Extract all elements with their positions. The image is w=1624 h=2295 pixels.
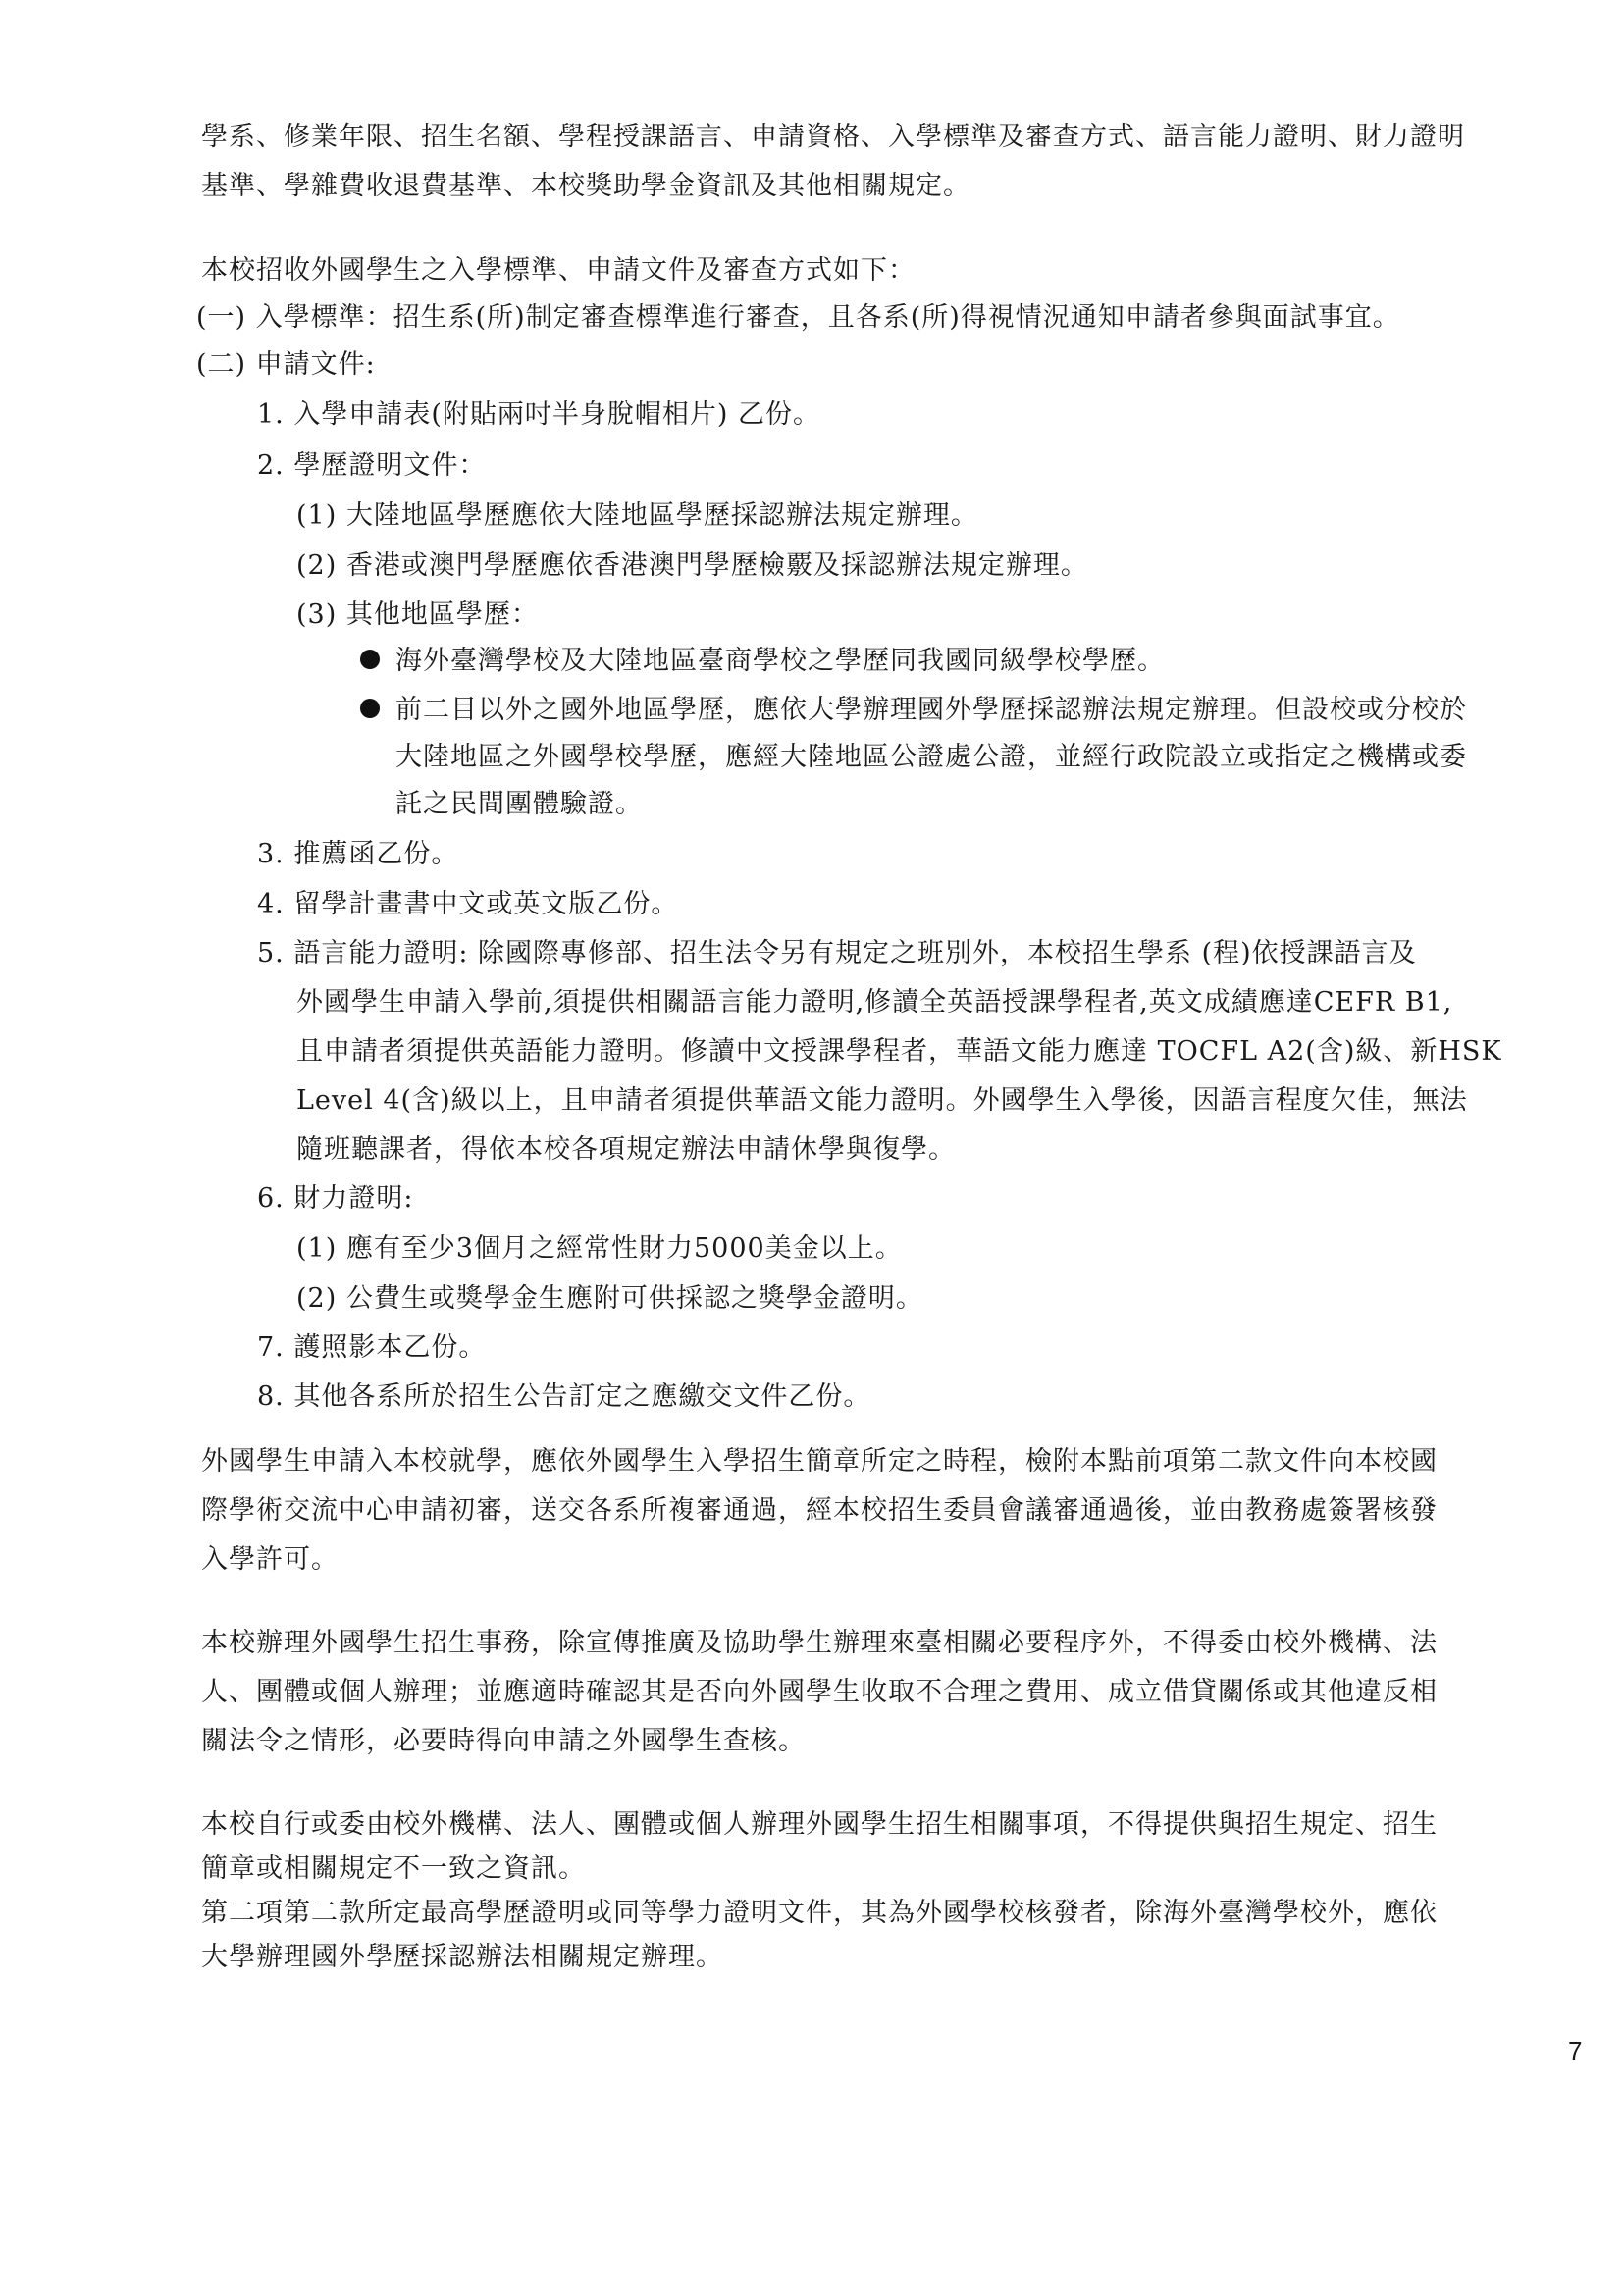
doc-item-5-line-2: 外國學生申請入學前,須提供相關語言能力證明,修讀全英語授課學程者,英文成績應達CEFR B1,	[296, 987, 1453, 1017]
doc-item-6: 6. 財力證明:	[257, 1183, 414, 1214]
bullet-icon	[360, 699, 380, 718]
doc-item-3: 3. 推薦函乙份。	[257, 839, 459, 869]
bullet-item-2-line-3: 託之民間團體驗證。	[395, 789, 643, 819]
doc-item-5-line-1: 5. 語言能力證明: 除國際專修部、招生法令另有規定之班別外，本校招生學系 (程)依授課語言及	[257, 938, 1417, 968]
bullet-item-2-line-2: 大陸地區之外國學校學歷，應經大陸地區公證處公證，並經行政院設立或指定之機構或委	[395, 742, 1467, 772]
verification-line-2: 大學辦理國外學歷採認辦法相關規定辦理。	[201, 1942, 723, 1972]
application-line-1: 外國學生申請入本校就學，應依外國學生入學招生簡章所定之時程，檢附本點前項第二款文件向本校國	[201, 1446, 1438, 1477]
doc-item-5-line-5: 隨班聽課者，得依本校各項規定辦法申請休學與復學。	[296, 1134, 956, 1165]
doc-item-2: 2. 學歷證明文件：	[257, 450, 487, 481]
application-line-2: 際學術交流中心申請初審，送交各系所複審通過，經本校招生委員會議審通過後，並由教務處簽署核發	[201, 1495, 1438, 1526]
intro-line-2: 基準、學雜費收退費基準、本校獎助學金資訊及其他相關規定。	[201, 171, 970, 201]
doc-item-8: 8. 其他各系所於招生公告訂定之應繳交文件乙份。	[257, 1382, 871, 1412]
page-number: 7	[1568, 2036, 1583, 2065]
doc-item-1: 1. 入學申請表(附貼兩吋半身脫帽相片) 乙份。	[257, 399, 820, 430]
agency-line-3: 關法令之情形，必要時得向申請之外國學生查核。	[201, 1726, 806, 1756]
bullet-icon	[360, 650, 380, 669]
doc-item-5-line-3: 且申請者須提供英語能力證明。修讀中文授課學程者，華語文能力應達 TOCFL A2(含)級、新HSK	[296, 1036, 1502, 1067]
application-line-3: 入學許可。	[201, 1544, 339, 1575]
consistency-line-1: 本校自行或委由校外機構、法人、團體或個人辦理外國學生招生相關事項，不得提供與招生規定、招生	[201, 1809, 1438, 1840]
agency-line-2: 人、團體或個人辦理；並應適時確認其是否向外國學生收取不合理之費用、成立借貸關係或其他違反相	[201, 1677, 1438, 1707]
doc-item-6-1: (1) 應有至少3個月之經常性財力5000美金以上。	[296, 1233, 903, 1264]
doc-item-2-1: (1) 大陸地區學歷應依大陸地區學歷採認辦法規定辦理。	[296, 500, 978, 531]
bullet-item-1: 海外臺灣學校及大陸地區臺商學校之學歷同我國同級學校學歷。	[395, 646, 1165, 676]
verification-line-1: 第二項第二款所定最高學歷證明或同等學力證明文件，其為外國學校核發者，除海外臺灣學校外，應依	[201, 1898, 1438, 1928]
doc-item-2-3: (3) 其他地區學歷：	[296, 600, 539, 630]
bullet-item-2-line-1: 前二目以外之國外地區學歷，應依大學辦理國外學歷採認辦法規定辦理。但設校或分校於	[395, 695, 1467, 725]
doc-item-7: 7. 護照影本乙份。	[257, 1332, 487, 1363]
agency-line-1: 本校辦理外國學生招生事務，除宣傳推廣及協助學生辦理來臺相關必要程序外，不得委由校外機構、法	[201, 1628, 1438, 1658]
consistency-line-2: 簡章或相關規定不一致之資訊。	[201, 1853, 586, 1884]
documents-heading: (二) 申請文件:	[196, 349, 376, 380]
doc-item-2-2: (2) 香港或澳門學歷應依香港澳門學歷檢覈及採認辦法規定辦理。	[296, 550, 1088, 581]
doc-item-6-2: (2) 公費生或獎學金生應附可供採認之獎學金證明。	[296, 1283, 923, 1314]
admission-lead: 本校招收外國學生之入學標準、申請文件及審查方式如下：	[201, 255, 916, 286]
admission-standard: (一) 入學標準：招生系(所)制定審查標準進行審查，且各系(所)得視情況通知申請者參與面試事宜。	[196, 302, 1400, 333]
doc-item-5-line-4: Level 4(含)級以上，且申請者須提供華語文能力證明。外國學生入學後，因語言程度欠佳，無法	[296, 1085, 1468, 1116]
doc-item-4: 4. 留學計畫書中文或英文版乙份。	[257, 889, 679, 919]
intro-line-1: 學系、修業年限、招生名額、學程授課語言、申請資格、入學標準及審查方式、語言能力證明、財力證明	[201, 122, 1465, 152]
